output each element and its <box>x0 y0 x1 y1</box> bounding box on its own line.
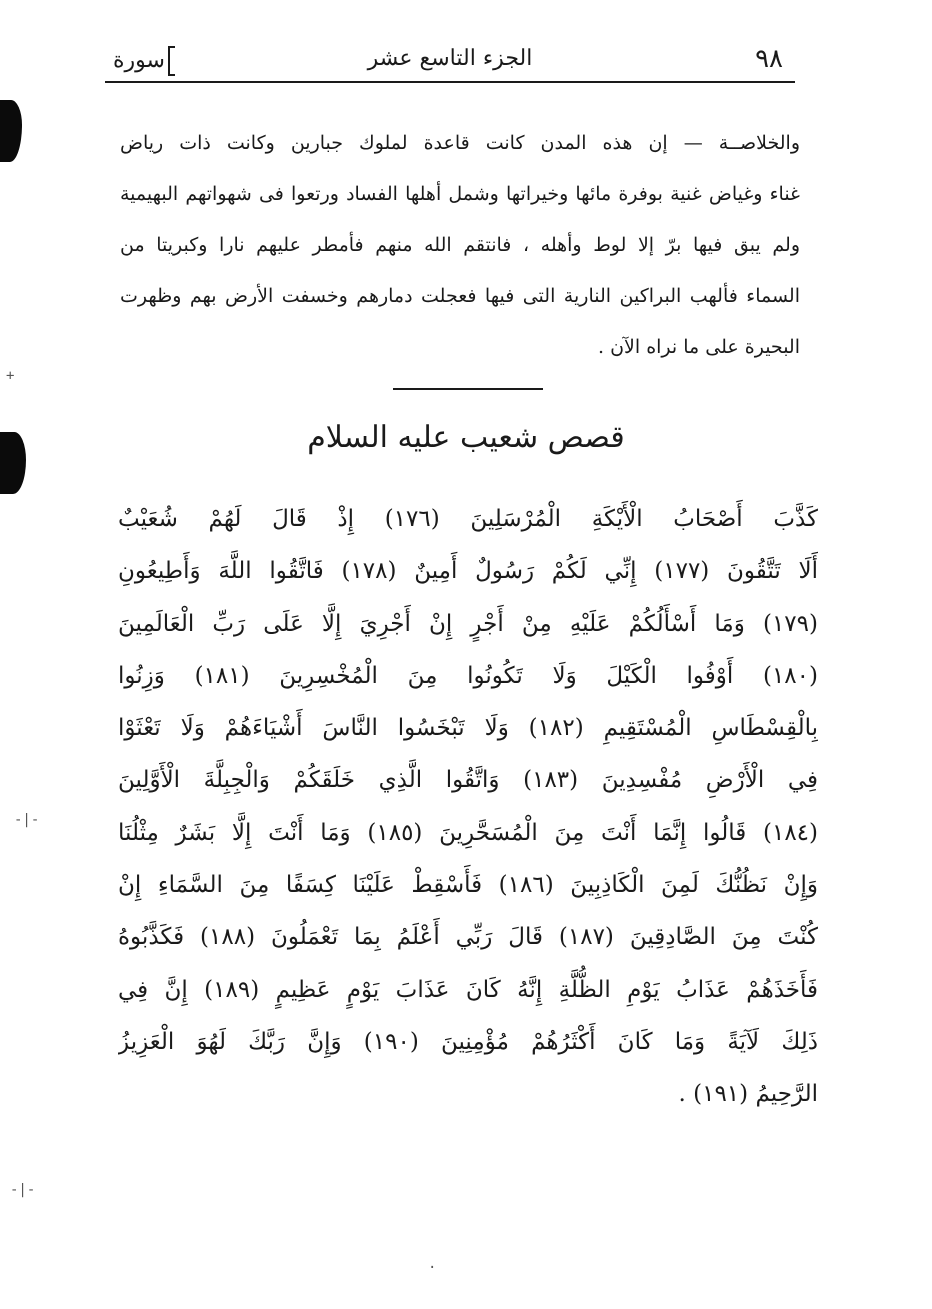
verse-line: (١٧٩) وَمَا أَسْأَلُكُمْ عَلَيْهِ مِنْ أَجْرٍ إِنْ أَجْرِيَ إِلَّا عَلَى رَبِّ الْعَالَمِينَ <box>118 610 818 637</box>
header-rule <box>105 81 795 83</box>
summary-line: ولم يبق فيها برّ إلا لوط وأهله ، فانتقم الله منهم فأمطر عليهم نارا وكبريتا من <box>120 234 800 256</box>
summary-paragraph <box>120 118 800 373</box>
summary-line: البحيرة على ما نراه الآن . <box>598 336 800 358</box>
summary-line: السماء فألهب البراكين النارية التى فيها فعجلت دمارهم وخسفت الأرض بهم وظهرت <box>120 285 800 307</box>
scan-mark: -|- <box>10 1182 36 1198</box>
verse-line: كُنْتَ مِنَ الصَّادِقِينَ (١٨٧) قَالَ رَبِّي أَعْلَمُ بِمَا تَعْمَلُونَ (١٨٨) فَكَذَّبُوهُ <box>118 924 818 951</box>
verse-line: فِي الْأَرْضِ مُفْسِدِينَ (١٨٣) وَاتَّقُوا الَّذِي خَلَقَكُمْ وَالْجِبِلَّةَ الْأَوَّلِينَ <box>118 767 818 794</box>
verse-line: (١٨٠) أَوْفُوا الْكَيْلَ وَلَا تَكُونُوا مِنَ الْمُخْسِرِينَ (١٨١) وَزِنُوا <box>118 662 818 689</box>
verse-line: أَلَا تَتَّقُونَ (١٧٧) إِنِّي لَكُمْ رَسُولٌ أَمِينٌ (١٧٨) فَاتَّقُوا اللَّهَ وَأَطِيعُونِ <box>118 558 818 585</box>
verse-line: (١٨٤) قَالُوا إِنَّمَا أَنْتَ مِنَ الْمُسَحَّرِينَ (١٨٥) وَمَا أَنْتَ إِلَّا بَشَرٌ مِثْلُنَا <box>118 819 818 846</box>
scan-ink-blot <box>0 100 22 162</box>
verse-line: وَإِنْ نَظُنُّكَ لَمِنَ الْكَاذِبِينَ (١٨٦) فَأَسْقِطْ عَلَيْنَا كِسَفًا مِنَ السَّمَاءِ إِنْ <box>118 872 818 899</box>
scan-mark: + <box>6 368 15 384</box>
part-title: الجزء التاسع عشر <box>367 46 533 71</box>
quran-passage <box>118 493 818 1121</box>
section-divider <box>393 388 543 390</box>
verse-line: كَذَّبَ أَصْحَابُ الْأَيْكَةِ الْمُرْسَلِينَ (١٧٦) إِذْ قَالَ لَهُمْ شُعَيْبٌ <box>118 506 818 532</box>
verse-line: فَأَخَذَهُمْ عَذَابُ يَوْمِ الظُّلَّةِ إِنَّهُ كَانَ عَذَابَ يَوْمٍ عَظِيمٍ (١٨٩) إِنَّ فِي <box>118 976 818 1003</box>
scan-mark: -|- <box>14 812 40 828</box>
summary-line: والخلاصــة — إن هذه المدن كانت قاعدة لملوك جبارين وكانت ذات رياض <box>120 132 800 154</box>
verse-line: بِالْقِسْطَاسِ الْمُسْتَقِيمِ (١٨٢) وَلَا تَبْخَسُوا النَّاسَ أَشْيَاءَهُمْ وَلَا تَعْثَوْا <box>118 715 818 742</box>
summary-line: غناء وغياض غنية بوفرة مائها وخيراتها وشمل أهلها الفساد ورتعوا فى شهواتهم البهيمية <box>120 183 800 205</box>
verse-line: الرَّحِيمُ (١٩١) . <box>678 1081 818 1108</box>
surah-label: سورة <box>113 46 175 76</box>
verse-line: ذَلِكَ لَآيَةً وَمَا كَانَ أَكْثَرُهُمْ مُؤْمِنِينَ (١٩٠) وَإِنَّ رَبَّكَ لَهُوَ الْعَزِيزُ <box>118 1028 818 1055</box>
running-header <box>105 38 795 83</box>
page-number: ٩٨ <box>755 44 783 74</box>
section-title: قصص شعيب عليه السلام <box>307 420 625 455</box>
scan-mark: . <box>428 1256 437 1272</box>
